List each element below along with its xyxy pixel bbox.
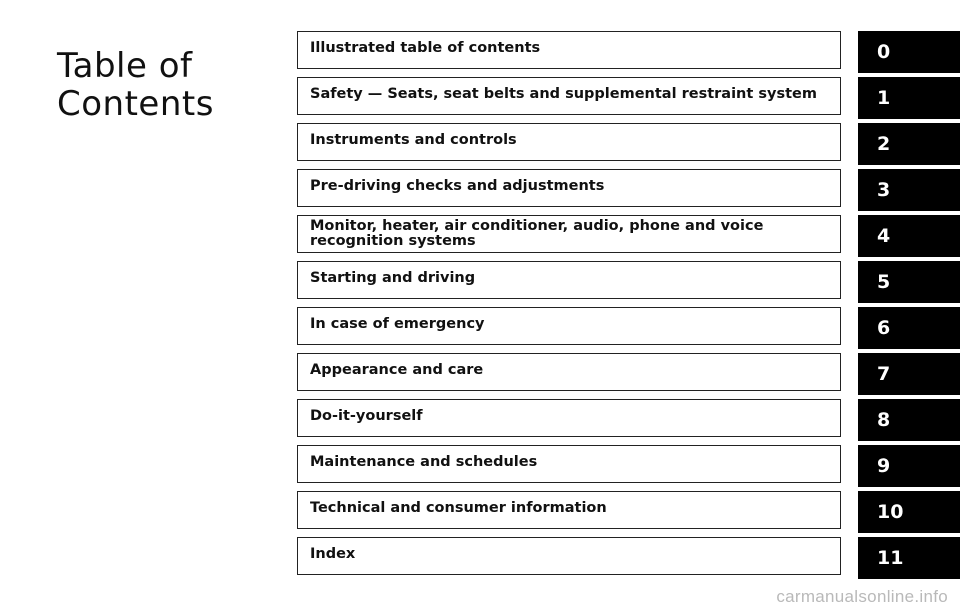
toc-entry-box[interactable]: [297, 215, 841, 253]
toc-entry-box[interactable]: [297, 537, 841, 575]
toc-entry-box[interactable]: [297, 77, 841, 115]
chapter-tab-6[interactable]: [858, 307, 960, 349]
chapter-tab-2[interactable]: [858, 123, 960, 165]
toc-entry-label: Appearance and care: [310, 362, 484, 378]
chapter-number: 0: [877, 41, 891, 63]
toc-entry-label: Do-it-yourself: [310, 408, 423, 424]
toc-item-9[interactable]: [297, 445, 960, 485]
toc-item-3[interactable]: [297, 169, 960, 209]
page-title-line-2: Contents: [57, 83, 214, 124]
chapter-number: 2: [877, 133, 891, 155]
chapter-number: 6: [877, 317, 891, 339]
toc-entry-box[interactable]: [297, 399, 841, 437]
toc-entry-box[interactable]: [297, 353, 841, 391]
toc-entry-label: Starting and driving: [310, 270, 476, 286]
toc-entry-label: In case of emergency: [310, 316, 485, 332]
toc-entry-label: Pre-driving checks and adjustments: [310, 178, 605, 194]
toc-entry-label: Instruments and controls: [310, 132, 517, 148]
chapter-number: 4: [877, 225, 891, 247]
toc-item-2[interactable]: [297, 123, 960, 163]
toc-entry-box[interactable]: [297, 445, 841, 483]
toc-item-5[interactable]: [297, 261, 960, 301]
chapter-number: 3: [877, 179, 891, 201]
chapter-tab-9[interactable]: [858, 445, 960, 487]
chapter-number: 9: [877, 455, 891, 477]
chapter-number: 8: [877, 409, 891, 431]
toc-item-11[interactable]: [297, 537, 960, 577]
toc-entry-label: Technical and consumer information: [310, 500, 607, 516]
toc-entry-box[interactable]: [297, 491, 841, 529]
toc-item-1[interactable]: [297, 77, 960, 117]
chapter-tab-5[interactable]: [858, 261, 960, 303]
chapter-tab-3[interactable]: [858, 169, 960, 211]
toc-entry-label: Maintenance and schedules: [310, 454, 538, 470]
toc-item-10[interactable]: [297, 491, 960, 531]
chapter-number: 7: [877, 363, 891, 385]
page-title-line-1: Table of: [57, 45, 193, 86]
page-title: [57, 47, 214, 123]
chapter-tab-11[interactable]: [858, 537, 960, 579]
chapter-tab-1[interactable]: [858, 77, 960, 119]
toc-item-8[interactable]: [297, 399, 960, 439]
toc-entry-label: Illustrated table of contents: [310, 40, 541, 56]
chapter-number: 10: [877, 501, 904, 523]
watermark-text: carmanualsonline.info: [776, 587, 948, 606]
toc-item-4[interactable]: [297, 215, 960, 255]
toc-item-6[interactable]: [297, 307, 960, 347]
chapter-number: 5: [877, 271, 891, 293]
toc-entry-box[interactable]: [297, 261, 841, 299]
chapter-tab-0[interactable]: [858, 31, 960, 73]
chapter-tab-7[interactable]: [858, 353, 960, 395]
toc-entry-box[interactable]: [297, 31, 841, 69]
chapter-tab-8[interactable]: [858, 399, 960, 441]
toc-entry-box[interactable]: [297, 307, 841, 345]
toc-item-0[interactable]: [297, 31, 960, 71]
chapter-tab-10[interactable]: [858, 491, 960, 533]
toc-entry-box[interactable]: [297, 169, 841, 207]
toc-entry-label: Index: [310, 546, 356, 562]
chapter-number: 11: [877, 547, 904, 569]
toc-entry-label: Monitor, heater, air conditioner, audio, phone and voice recognition systems: [310, 218, 764, 249]
chapter-tab-4[interactable]: [858, 215, 960, 257]
toc-entry-label: Safety — Seats, seat belts and supplemental restraint system: [310, 86, 817, 102]
chapter-number: 1: [877, 87, 891, 109]
toc-item-7[interactable]: [297, 353, 960, 393]
toc-entry-box[interactable]: [297, 123, 841, 161]
